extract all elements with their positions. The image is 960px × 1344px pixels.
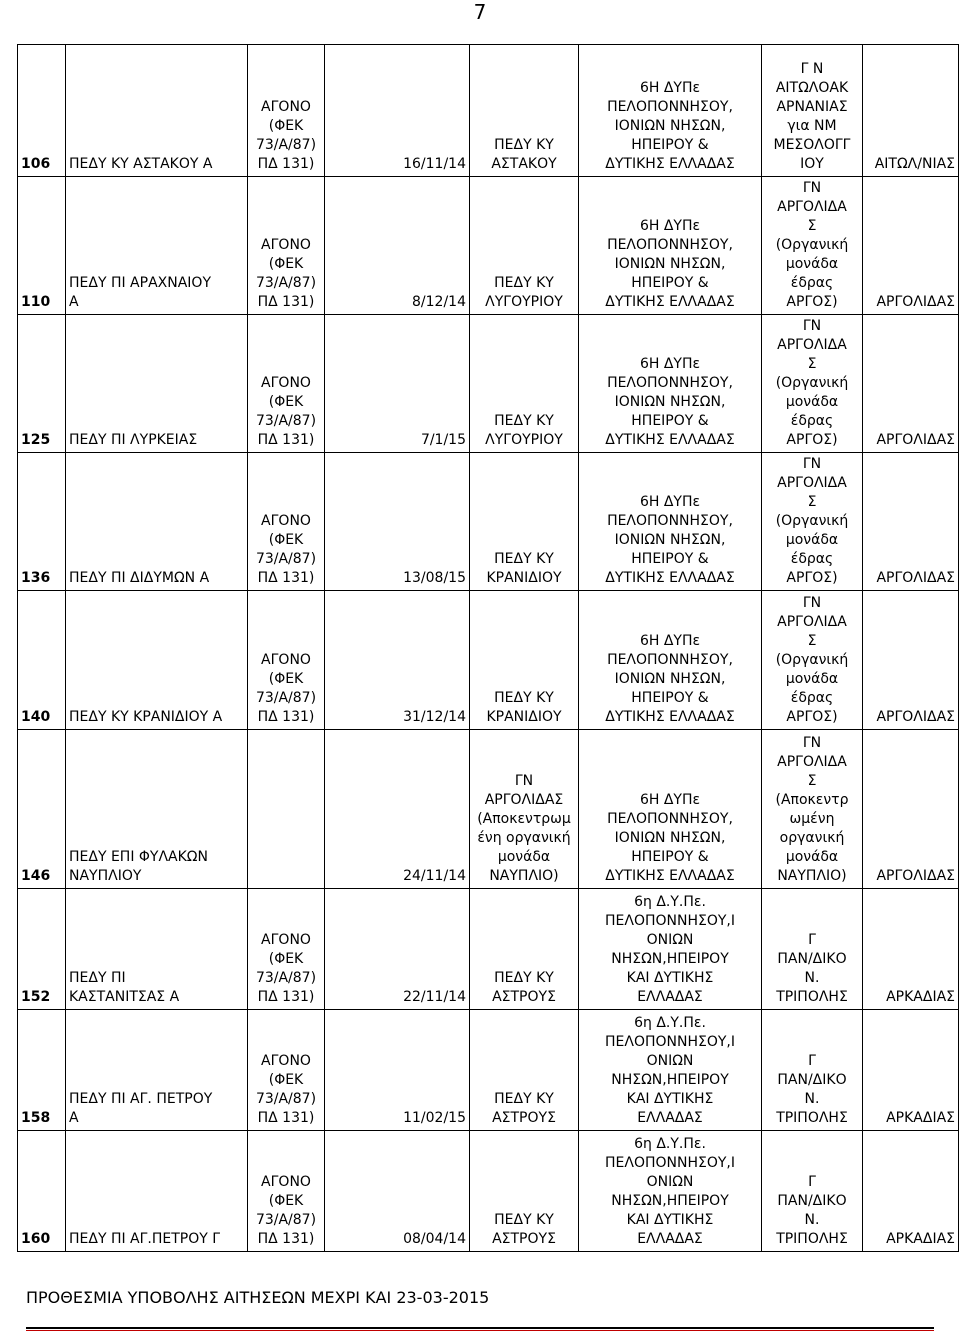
unit-name: ΠΕΔΥ ΠΙ ΚΑΣΤΑΝΙΤΣΑΣ Α (66, 889, 248, 1010)
command-unit: ΓΝ ΑΡΓΟΛΙΔΑ Σ (Αποκεντρ ωμένη οργανική μονάδα ΝΑΥΠΛΙΟ) (762, 730, 863, 889)
unit-name: ΠΕΔΥ ΚΥ ΑΣΤΑΚΟΥ Α (66, 45, 248, 177)
base-unit: ΠΕΔΥ ΚΥ ΛΥΓΟΥΡΙΟΥ (470, 177, 579, 315)
health-region: 6Η ΔΥΠε ΠΕΛΟΠΟΝΝΗΣΟΥ, ΙΟΝΙΩΝ ΝΗΣΩΝ, ΗΠΕΙΡΟΥ & ΔΥΤΙΚΗΣ ΕΛΛΑΔΑΣ (579, 591, 762, 730)
health-region: 6η Δ.Υ.Πε. ΠΕΛΟΠΟΝΝΗΣΟΥ,Ι ΟΝΙΩΝ ΝΗΣΩΝ,ΗΠΕΙΡΟΥ ΚΑΙ ΔΥΤΙΚΗΣ ΕΛΛΑΔΑΣ (579, 889, 762, 1010)
area-classification: ΑΓΟΝΟ (ΦΕΚ 73/Α/87) ΠΔ 131) (248, 889, 325, 1010)
vacancy-date: 11/02/15 (325, 1010, 470, 1131)
table-row (18, 453, 959, 591)
area-classification: ΑΓΟΝΟ (ΦΕΚ 73/Α/87) ΠΔ 131) (248, 453, 325, 591)
prefecture: ΑΡΓΟΛΙΔΑΣ (863, 177, 959, 315)
footer-divider (26, 1327, 934, 1329)
unit-name: ΠΕΔΥ ΠΙ ΑΡΑΧΝΑΙΟΥ Α (66, 177, 248, 315)
vacancy-date: 8/12/14 (325, 177, 470, 315)
unit-number: 140 (18, 591, 66, 730)
unit-number: 106 (18, 45, 66, 177)
unit-number: 136 (18, 453, 66, 591)
health-region: 6η Δ.Υ.Πε. ΠΕΛΟΠΟΝΝΗΣΟΥ,Ι ΟΝΙΩΝ ΝΗΣΩΝ,ΗΠΕΙΡΟΥ ΚΑΙ ΔΥΤΙΚΗΣ ΕΛΛΑΔΑΣ (579, 1010, 762, 1131)
vacancy-date: 24/11/14 (325, 730, 470, 889)
unit-number: 110 (18, 177, 66, 315)
unit-name: ΠΕΔΥ ΠΙ ΑΓ.ΠΕΤΡΟΥ Γ (66, 1131, 248, 1252)
table-row (18, 591, 959, 730)
command-unit: ΓΝ ΑΡΓΟΛΙΔΑ Σ (Οργανική μονάδα έδρας ΑΡΓΟΣ) (762, 177, 863, 315)
health-region: 6Η ΔΥΠε ΠΕΛΟΠΟΝΝΗΣΟΥ, ΙΟΝΙΩΝ ΝΗΣΩΝ, ΗΠΕΙΡΟΥ & ΔΥΤΙΚΗΣ ΕΛΛΑΔΑΣ (579, 45, 762, 177)
base-unit: ΠΕΔΥ ΚΥ ΚΡΑΝΙΔΙΟΥ (470, 453, 579, 591)
base-unit: ΠΕΔΥ ΚΥ ΑΣΤΡΟΥΣ (470, 1131, 579, 1252)
table-row (18, 1131, 959, 1252)
base-unit: ΠΕΔΥ ΚΥ ΑΣΤΡΟΥΣ (470, 1010, 579, 1131)
health-region: 6Η ΔΥΠε ΠΕΛΟΠΟΝΝΗΣΟΥ, ΙΟΝΙΩΝ ΝΗΣΩΝ, ΗΠΕΙΡΟΥ & ΔΥΤΙΚΗΣ ΕΛΛΑΔΑΣ (579, 453, 762, 591)
health-region: 6Η ΔΥΠε ΠΕΛΟΠΟΝΝΗΣΟΥ, ΙΟΝΙΩΝ ΝΗΣΩΝ, ΗΠΕΙΡΟΥ & ΔΥΤΙΚΗΣ ΕΛΛΑΔΑΣ (579, 730, 762, 889)
command-unit: Γ ΠΑΝ/ΔΙΚΟ Ν. ΤΡΙΠΟΛΗΣ (762, 1010, 863, 1131)
vacancy-date: 22/11/14 (325, 889, 470, 1010)
units-table (17, 44, 959, 1252)
prefecture: ΑΡΚΑΔΙΑΣ (863, 1131, 959, 1252)
command-unit: Γ ΠΑΝ/ΔΙΚΟ Ν. ΤΡΙΠΟΛΗΣ (762, 1131, 863, 1252)
unit-name: ΠΕΔΥ ΠΙ ΔΙΔΥΜΩΝ Α (66, 453, 248, 591)
base-unit: ΠΕΔΥ ΚΥ ΑΣΤΑΚΟΥ (470, 45, 579, 177)
prefecture: ΑΡΓΟΛΙΔΑΣ (863, 730, 959, 889)
table-row (18, 45, 959, 177)
vacancy-date: 31/12/14 (325, 591, 470, 730)
table-row (18, 315, 959, 453)
base-unit: ΠΕΔΥ ΚΥ ΛΥΓΟΥΡΙΟΥ (470, 315, 579, 453)
unit-name: ΠΕΔΥ ΚΥ ΚΡΑΝΙΔΙΟΥ Α (66, 591, 248, 730)
area-classification: ΑΓΟΝΟ (ΦΕΚ 73/Α/87) ΠΔ 131) (248, 315, 325, 453)
table-row (18, 730, 959, 889)
unit-number: 146 (18, 730, 66, 889)
health-region: 6Η ΔΥΠε ΠΕΛΟΠΟΝΝΗΣΟΥ, ΙΟΝΙΩΝ ΝΗΣΩΝ, ΗΠΕΙΡΟΥ & ΔΥΤΙΚΗΣ ΕΛΛΑΔΑΣ (579, 177, 762, 315)
unit-number: 125 (18, 315, 66, 453)
prefecture: ΑΡΚΑΔΙΑΣ (863, 889, 959, 1010)
table-row (18, 1010, 959, 1131)
vacancy-date: 7/1/15 (325, 315, 470, 453)
command-unit: ΓΝ ΑΡΓΟΛΙΔΑ Σ (Οργανική μονάδα έδρας ΑΡΓΟΣ) (762, 315, 863, 453)
command-unit: Γ Ν ΑΙΤΩΛΟΑΚ ΑΡΝΑΝΙΑΣ για ΝΜ ΜΕΣΟΛΟΓΓ ΙΟΥ (762, 45, 863, 177)
area-classification: ΑΓΟΝΟ (ΦΕΚ 73/Α/87) ΠΔ 131) (248, 591, 325, 730)
footer-divider-accent (26, 1330, 934, 1331)
prefecture: ΑΙΤΩΛ/ΝΙΑΣ (863, 45, 959, 177)
command-unit: ΓΝ ΑΡΓΟΛΙΔΑ Σ (Οργανική μονάδα έδρας ΑΡΓΟΣ) (762, 453, 863, 591)
unit-name: ΠΕΔΥ ΕΠΙ ΦΥΛΑΚΩΝ ΝΑΥΠΛΙΟΥ (66, 730, 248, 889)
table-row (18, 889, 959, 1010)
unit-number: 158 (18, 1010, 66, 1131)
application-deadline-note: ΠΡΟΘΕΣΜΙΑ ΥΠΟΒΟΛΗΣ ΑΙΤΗΣΕΩΝ ΜΕΧΡΙ ΚΑΙ 23-03-2015 (26, 1288, 490, 1307)
unit-name: ΠΕΔΥ ΠΙ ΑΓ. ΠΕΤΡΟΥ Α (66, 1010, 248, 1131)
vacancy-date: 08/04/14 (325, 1131, 470, 1252)
page-number: 7 (473, 0, 487, 24)
prefecture: ΑΡΓΟΛΙΔΑΣ (863, 315, 959, 453)
base-unit: ΓΝ ΑΡΓΟΛΙΔΑΣ (Αποκεντρωμ ένη οργανική μονάδα ΝΑΥΠΛΙΟ) (470, 730, 579, 889)
command-unit: ΓΝ ΑΡΓΟΛΙΔΑ Σ (Οργανική μονάδα έδρας ΑΡΓΟΣ) (762, 591, 863, 730)
unit-number: 152 (18, 889, 66, 1010)
unit-name: ΠΕΔΥ ΠΙ ΛΥΡΚΕΙΑΣ (66, 315, 248, 453)
area-classification: ΑΓΟΝΟ (ΦΕΚ 73/Α/87) ΠΔ 131) (248, 177, 325, 315)
prefecture: ΑΡΓΟΛΙΔΑΣ (863, 591, 959, 730)
area-classification: ΑΓΟΝΟ (ΦΕΚ 73/Α/87) ΠΔ 131) (248, 1131, 325, 1252)
health-region: 6Η ΔΥΠε ΠΕΛΟΠΟΝΝΗΣΟΥ, ΙΟΝΙΩΝ ΝΗΣΩΝ, ΗΠΕΙΡΟΥ & ΔΥΤΙΚΗΣ ΕΛΛΑΔΑΣ (579, 315, 762, 453)
command-unit: Γ ΠΑΝ/ΔΙΚΟ Ν. ΤΡΙΠΟΛΗΣ (762, 889, 863, 1010)
units-table-body (18, 45, 959, 1252)
prefecture: ΑΡΓΟΛΙΔΑΣ (863, 453, 959, 591)
area-classification: ΑΓΟΝΟ (ΦΕΚ 73/Α/87) ΠΔ 131) (248, 45, 325, 177)
prefecture: ΑΡΚΑΔΙΑΣ (863, 1010, 959, 1131)
table-row (18, 177, 959, 315)
vacancy-date: 16/11/14 (325, 45, 470, 177)
unit-number: 160 (18, 1131, 66, 1252)
health-region: 6η Δ.Υ.Πε. ΠΕΛΟΠΟΝΝΗΣΟΥ,Ι ΟΝΙΩΝ ΝΗΣΩΝ,ΗΠΕΙΡΟΥ ΚΑΙ ΔΥΤΙΚΗΣ ΕΛΛΑΔΑΣ (579, 1131, 762, 1252)
base-unit: ΠΕΔΥ ΚΥ ΑΣΤΡΟΥΣ (470, 889, 579, 1010)
vacancy-date: 13/08/15 (325, 453, 470, 591)
area-classification (248, 730, 325, 889)
base-unit: ΠΕΔΥ ΚΥ ΚΡΑΝΙΔΙΟΥ (470, 591, 579, 730)
area-classification: ΑΓΟΝΟ (ΦΕΚ 73/Α/87) ΠΔ 131) (248, 1010, 325, 1131)
